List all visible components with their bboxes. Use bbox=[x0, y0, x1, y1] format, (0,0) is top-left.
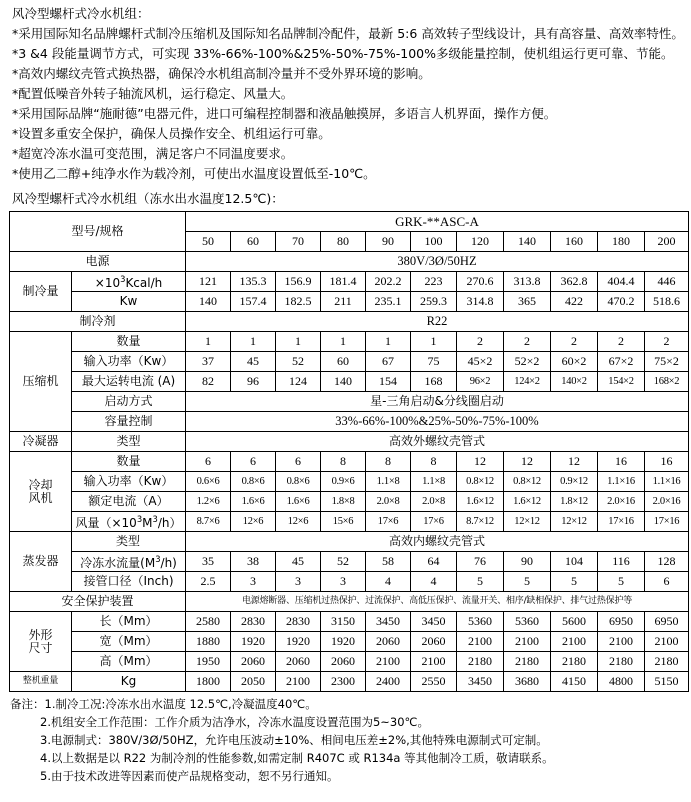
evaporator-label: 蒸发器 bbox=[10, 532, 72, 592]
size-header-cell: 140 bbox=[504, 232, 551, 252]
cooling-kw-cell: 422 bbox=[551, 292, 598, 312]
weight-cell: 3680 bbox=[504, 672, 551, 692]
evaporator-pipe-cell: 4 bbox=[366, 572, 411, 592]
safety-value: 电源熔断器、压缩机过热保护、过流保护、高低压保护、流量开关、相序/缺相保护、排气过热保护等 bbox=[186, 592, 689, 612]
evaporator-type-value: 高效内螺纹壳管式 bbox=[186, 532, 689, 552]
compressor-current-cell: 124 bbox=[276, 372, 321, 392]
dim-width-cell: 2060 bbox=[366, 632, 411, 652]
cooling-kw-cell: 182.5 bbox=[276, 292, 321, 312]
fan-power-cell: 1.1×8 bbox=[366, 472, 411, 492]
dim-height-cell: 2180 bbox=[551, 652, 598, 672]
dim-height-cell: 2180 bbox=[504, 652, 551, 672]
evaporator-pipe-label: 接管口径（Inch) bbox=[72, 572, 186, 592]
fan-airflow-cell: 17×6 bbox=[411, 512, 457, 532]
fan-current-cell: 2.0×16 bbox=[645, 492, 689, 512]
fan-airflow-cell: 12×12 bbox=[551, 512, 598, 532]
evaporator-pipe-cell: 3 bbox=[231, 572, 276, 592]
fan-current-cell: 1.8×8 bbox=[321, 492, 366, 512]
table-row-evaporator-type bbox=[10, 532, 689, 552]
compressor-qty-cell: 1 bbox=[186, 332, 231, 352]
dim-height-cell: 2180 bbox=[645, 652, 689, 672]
compressor-current-cell: 154×2 bbox=[598, 372, 645, 392]
dim-height-cell: 2180 bbox=[457, 652, 504, 672]
size-header-cell: 100 bbox=[411, 232, 457, 252]
size-header-cell: 70 bbox=[276, 232, 321, 252]
evaporator-flow-cell: 58 bbox=[366, 552, 411, 572]
cooling-kw-cell: 470.2 bbox=[598, 292, 645, 312]
dim-length-cell: 3450 bbox=[366, 612, 411, 632]
dim-height-label: 高（Mm） bbox=[72, 652, 186, 672]
compressor-qty-label: 数量 bbox=[72, 332, 186, 352]
fan-current-label: 额定电流（A） bbox=[72, 492, 186, 512]
evaporator-flow-cell: 38 bbox=[231, 552, 276, 572]
fan-power-label: 输入功率（Kw） bbox=[72, 472, 186, 492]
fan-qty-label: 数量 bbox=[72, 452, 186, 472]
notes-prefix: 备注： bbox=[10, 697, 45, 711]
fan-qty-cell: 16 bbox=[598, 452, 645, 472]
compressor-power-cell: 75×2 bbox=[645, 352, 689, 372]
compressor-power-cell: 60×2 bbox=[551, 352, 598, 372]
compressor-power-cell: 37 bbox=[186, 352, 231, 372]
evaporator-type-label: 类型 bbox=[72, 532, 186, 552]
table-row-dim-height bbox=[10, 652, 689, 672]
fan-current-cell: 2.0×8 bbox=[366, 492, 411, 512]
size-header-cell: 80 bbox=[321, 232, 366, 252]
fan-current-cell: 2.0×16 bbox=[598, 492, 645, 512]
cooling-kcal-cell: 362.8 bbox=[551, 272, 598, 292]
fan-airflow-cell: 17×16 bbox=[645, 512, 689, 532]
compressor-current-cell: 140×2 bbox=[551, 372, 598, 392]
fan-airflow-cell: 15×6 bbox=[321, 512, 366, 532]
table-row-cooling-kw bbox=[10, 292, 689, 312]
table-row-dim-length bbox=[10, 612, 689, 632]
evaporator-flow-cell: 76 bbox=[457, 552, 504, 572]
fan-power-cell: 1.1×8 bbox=[411, 472, 457, 492]
compressor-current-cell: 168×2 bbox=[645, 372, 689, 392]
dim-length-cell: 2830 bbox=[231, 612, 276, 632]
cooling-kw-cell: 518.6 bbox=[645, 292, 689, 312]
weight-cell: 3450 bbox=[457, 672, 504, 692]
fan-qty-cell: 12 bbox=[551, 452, 598, 472]
dim-length-cell: 5360 bbox=[457, 612, 504, 632]
fan-airflow-cell: 8.7×6 bbox=[186, 512, 231, 532]
intro-bullet: *使用乙二醇+纯净水作为载冷剂，可使出水温度设置低至-10℃。 bbox=[12, 166, 376, 181]
weight-cell: 2050 bbox=[231, 672, 276, 692]
note-text: 1.制冷工况:冷冻水出水温度 12.5℃,冷凝温度40℃。 bbox=[44, 697, 317, 711]
cooling-kw-cell: 314.8 bbox=[457, 292, 504, 312]
intro-bullet: *采用国际知名品牌螺杆式制冷压缩机及国际知名品牌制冷配件，最新 5:6 高效转子型线设计，具有高容量、高效率特性。 bbox=[12, 26, 684, 41]
dim-height-cell: 2060 bbox=[276, 652, 321, 672]
fan-airflow-cell: 17×6 bbox=[366, 512, 411, 532]
fan-qty-cell: 12 bbox=[504, 452, 551, 472]
compressor-capacity-label: 容量控制 bbox=[72, 412, 186, 432]
compressor-power-cell: 75 bbox=[411, 352, 457, 372]
compressor-qty-cell: 2 bbox=[598, 332, 645, 352]
dim-width-cell: 2100 bbox=[504, 632, 551, 652]
cooling-capacity-label: 制冷量 bbox=[10, 272, 72, 312]
dimensions-label-line2: 尺寸 bbox=[28, 640, 53, 655]
compressor-start-label: 启动方式 bbox=[72, 392, 186, 412]
cooling-kcal-cell: 446 bbox=[645, 272, 689, 292]
dim-height-cell: 1950 bbox=[186, 652, 231, 672]
table-row-fan-power bbox=[10, 472, 689, 492]
compressor-qty-cell: 2 bbox=[645, 332, 689, 352]
power-supply-label: 电源 bbox=[10, 252, 186, 272]
dim-height-cell: 2060 bbox=[321, 652, 366, 672]
cooling-kcal-cell: 223 bbox=[411, 272, 457, 292]
table-row-refrigerant bbox=[10, 312, 689, 332]
dim-length-cell: 6950 bbox=[645, 612, 689, 632]
evaporator-flow-label: 冷冻水流量$(M^3/h)$ bbox=[72, 552, 186, 572]
evaporator-flow-cell: 104 bbox=[551, 552, 598, 572]
note-row: 5.由于技术改进等因素而使产品规格变动，恕不另行通知。 bbox=[40, 769, 339, 783]
refrigerant-label: 制冷剂 bbox=[10, 312, 186, 332]
size-header-cell: 50 bbox=[186, 232, 231, 252]
compressor-power-cell: 67 bbox=[366, 352, 411, 372]
fan-current-cell: 1.8×12 bbox=[551, 492, 598, 512]
specification-table bbox=[9, 211, 689, 692]
note-row: 2.机组安全工作范围：工作介质为洁净水，冷冻水温度设置范围为5~30℃。 bbox=[40, 715, 429, 729]
table-row-power-supply bbox=[10, 252, 689, 272]
table-caption: 风冷型螺杆式冷水机组（冻水出水温度12.5℃)： bbox=[12, 191, 284, 206]
compressor-current-cell: 140 bbox=[321, 372, 366, 392]
compressor-qty-cell: 2 bbox=[504, 332, 551, 352]
fan-power-cell: 0.8×6 bbox=[276, 472, 321, 492]
evaporator-flow-cell: 52 bbox=[321, 552, 366, 572]
compressor-power-cell: 52×2 bbox=[504, 352, 551, 372]
fan-qty-cell: 16 bbox=[645, 452, 689, 472]
intro-bullet: *3 &4 段能量调节方式，可实现 33%-66%-100%&25%-50%-75%-100%多级能量控制，使机组运行更可靠、节能。 bbox=[12, 46, 674, 61]
cooling-kw-cell: 235.1 bbox=[366, 292, 411, 312]
cooling-fan-label-line1: 冷却 bbox=[28, 477, 53, 492]
compressor-qty-cell: 1 bbox=[366, 332, 411, 352]
weight-cell: 1800 bbox=[186, 672, 231, 692]
table-row-fan-qty bbox=[10, 452, 689, 472]
weight-label: 整机重量 bbox=[10, 672, 72, 692]
compressor-current-label: 最大运转电流 (A) bbox=[72, 372, 186, 392]
compressor-current-cell: 82 bbox=[186, 372, 231, 392]
evaporator-flow-cell: 128 bbox=[645, 552, 689, 572]
cooling-kcal-label: $\times 10^3Kcal/h$ bbox=[72, 272, 186, 292]
fan-current-cell: 1.6×12 bbox=[504, 492, 551, 512]
compressor-label: 压缩机 bbox=[10, 332, 72, 432]
dim-width-cell: 1920 bbox=[276, 632, 321, 652]
compressor-power-label: 输入功率（Kw） bbox=[72, 352, 186, 372]
compressor-qty-cell: 1 bbox=[411, 332, 457, 352]
condenser-type-value: 高效外螺纹壳管式 bbox=[186, 432, 689, 452]
fan-airflow-cell: 8.7×12 bbox=[457, 512, 504, 532]
evaporator-pipe-cell: 3 bbox=[276, 572, 321, 592]
compressor-current-cell: 154 bbox=[366, 372, 411, 392]
condenser-label: 冷凝器 bbox=[10, 432, 72, 452]
weight-cell: 2100 bbox=[276, 672, 321, 692]
dim-width-cell: 1880 bbox=[186, 632, 231, 652]
intro-bullet: *超宽冷冻水温可变范围，满足客户不同温度要求。 bbox=[12, 146, 294, 161]
dimensions-label bbox=[10, 612, 72, 672]
evaporator-pipe-cell: 4 bbox=[411, 572, 457, 592]
note-row bbox=[10, 695, 687, 713]
evaporator-pipe-cell: 2.5 bbox=[186, 572, 231, 592]
dimensions-label-line1: 外形 bbox=[28, 627, 53, 642]
dim-length-cell: 5600 bbox=[551, 612, 598, 632]
compressor-current-cell: 168 bbox=[411, 372, 457, 392]
fan-airflow-cell: 12×6 bbox=[276, 512, 321, 532]
table-row-compressor-power bbox=[10, 352, 689, 372]
table-row-safety bbox=[10, 592, 689, 612]
evaporator-flow-cell: 90 bbox=[504, 552, 551, 572]
fan-qty-cell: 8 bbox=[411, 452, 457, 472]
condenser-type-label: 类型 bbox=[72, 432, 186, 452]
weight-cell: 2550 bbox=[411, 672, 457, 692]
fan-power-cell: 0.8×12 bbox=[504, 472, 551, 492]
dim-width-cell: 2100 bbox=[457, 632, 504, 652]
compressor-qty-cell: 1 bbox=[231, 332, 276, 352]
size-header-cell: 160 bbox=[551, 232, 598, 252]
evaporator-flow-cell: 35 bbox=[186, 552, 231, 572]
model-spec-label: 型号/规格 bbox=[10, 212, 186, 252]
cooling-kw-cell: 259.3 bbox=[411, 292, 457, 312]
weight-unit-label: Kg bbox=[72, 672, 186, 692]
dim-length-cell: 3150 bbox=[321, 612, 366, 632]
notes-section bbox=[4, 695, 687, 785]
dim-width-cell: 2100 bbox=[598, 632, 645, 652]
intro-bullet: *设置多重安全保护，确保人员操作安全、机组运行可靠。 bbox=[12, 126, 331, 141]
evaporator-pipe-cell: 5 bbox=[504, 572, 551, 592]
compressor-current-cell: 124×2 bbox=[504, 372, 551, 392]
power-supply-value: 380V/3Ø/50HZ bbox=[186, 252, 689, 272]
fan-power-cell: 0.6×6 bbox=[186, 472, 231, 492]
cooling-fan-label-line2: 风机 bbox=[28, 490, 53, 505]
dim-width-cell: 1920 bbox=[321, 632, 366, 652]
cooling-kw-label: Kw bbox=[72, 292, 186, 312]
cooling-kcal-cell: 156.9 bbox=[276, 272, 321, 292]
cooling-kw-cell: 365 bbox=[504, 292, 551, 312]
table-row-evaporator-pipe bbox=[10, 572, 689, 592]
compressor-qty-cell: 1 bbox=[321, 332, 366, 352]
evaporator-pipe-cell: 5 bbox=[551, 572, 598, 592]
dim-height-cell: 2100 bbox=[411, 652, 457, 672]
intro-title: 风冷型螺杆式冷水机组： bbox=[12, 6, 150, 21]
fan-qty-cell: 8 bbox=[366, 452, 411, 472]
cooling-kcal-cell: 404.4 bbox=[598, 272, 645, 292]
evaporator-pipe-cell: 5 bbox=[598, 572, 645, 592]
fan-current-cell: 1.2×6 bbox=[186, 492, 231, 512]
dim-width-cell: 2060 bbox=[411, 632, 457, 652]
fan-power-cell: 0.8×6 bbox=[231, 472, 276, 492]
fan-power-cell: 0.9×6 bbox=[321, 472, 366, 492]
dim-width-label: 宽（Mm） bbox=[72, 632, 186, 652]
table-row-compressor-capacity bbox=[10, 412, 689, 432]
dim-length-label: 长（Mm） bbox=[72, 612, 186, 632]
compressor-power-cell: 67×2 bbox=[598, 352, 645, 372]
dim-width-cell: 2100 bbox=[551, 632, 598, 652]
table-row-dim-width bbox=[10, 632, 689, 652]
fan-power-cell: 0.8×12 bbox=[457, 472, 504, 492]
weight-cell: 4150 bbox=[551, 672, 598, 692]
weight-cell: 5150 bbox=[645, 672, 689, 692]
fan-power-cell: 0.9×12 bbox=[551, 472, 598, 492]
fan-current-cell: 1.6×6 bbox=[231, 492, 276, 512]
compressor-current-cell: 96 bbox=[231, 372, 276, 392]
dim-length-cell: 2580 bbox=[186, 612, 231, 632]
size-header-cell: 60 bbox=[231, 232, 276, 252]
cooling-kcal-cell: 202.2 bbox=[366, 272, 411, 292]
dim-width-cell: 1920 bbox=[231, 632, 276, 652]
size-header-cell: 180 bbox=[598, 232, 645, 252]
table-row-evaporator-flow bbox=[10, 552, 689, 572]
dim-height-cell: 2180 bbox=[598, 652, 645, 672]
table-row-compressor-qty bbox=[10, 332, 689, 352]
evaporator-pipe-cell: 6 bbox=[645, 572, 689, 592]
safety-label: 安全保护装置 bbox=[10, 592, 186, 612]
compressor-current-cell: 96×2 bbox=[457, 372, 504, 392]
weight-cell: 2400 bbox=[366, 672, 411, 692]
fan-qty-cell: 6 bbox=[186, 452, 231, 472]
fan-power-cell: 1.1×16 bbox=[598, 472, 645, 492]
compressor-power-cell: 45 bbox=[231, 352, 276, 372]
dim-width-cell: 2100 bbox=[645, 632, 689, 652]
weight-cell: 2300 bbox=[321, 672, 366, 692]
cooling-kw-cell: 157.4 bbox=[231, 292, 276, 312]
fan-qty-cell: 8 bbox=[321, 452, 366, 472]
evaporator-flow-cell: 64 bbox=[411, 552, 457, 572]
cooling-fan-label bbox=[10, 452, 72, 532]
dim-height-cell: 2100 bbox=[366, 652, 411, 672]
dim-length-cell: 2830 bbox=[276, 612, 321, 632]
compressor-start-value: 星-三角启动&分线圈启动 bbox=[186, 392, 689, 412]
dim-length-cell: 3450 bbox=[411, 612, 457, 632]
fan-airflow-cell: 12×12 bbox=[504, 512, 551, 532]
evaporator-flow-cell: 116 bbox=[598, 552, 645, 572]
fan-airflow-cell: 12×6 bbox=[231, 512, 276, 532]
compressor-qty-cell: 2 bbox=[551, 332, 598, 352]
evaporator-pipe-cell: 3 bbox=[321, 572, 366, 592]
weight-cell: 4800 bbox=[598, 672, 645, 692]
cooling-kcal-cell: 181.4 bbox=[321, 272, 366, 292]
fan-current-cell: 1.6×12 bbox=[457, 492, 504, 512]
table-row-condenser bbox=[10, 432, 689, 452]
compressor-capacity-value: 33%-66%-100%&25%-50%-75%-100% bbox=[186, 412, 689, 432]
intro-bullet: *采用国际品牌“施耐德”电器元件，进口可编程控制器和液晶触摸屏，多语言人机界面，操作方便。 bbox=[12, 106, 557, 121]
evaporator-pipe-cell: 5 bbox=[457, 572, 504, 592]
table-row-compressor-current bbox=[10, 372, 689, 392]
cooling-kcal-cell: 121 bbox=[186, 272, 231, 292]
compressor-qty-cell: 2 bbox=[457, 332, 504, 352]
table-row-cooling-kcal bbox=[10, 272, 689, 292]
size-header-cell: 200 bbox=[645, 232, 689, 252]
compressor-qty-cell: 1 bbox=[276, 332, 321, 352]
cooling-kcal-cell: 270.6 bbox=[457, 272, 504, 292]
intro-bullet: *配置低噪音外转子轴流风机，运行稳定、风量大。 bbox=[12, 86, 294, 101]
fan-current-cell: 2.0×8 bbox=[411, 492, 457, 512]
table-row-compressor-start bbox=[10, 392, 689, 412]
fan-qty-cell: 6 bbox=[231, 452, 276, 472]
note-row: 3.电源制式：380V/3Ø/50HZ，允许电压波动±10%、相间电压差±2%,其他特殊电源制式可定制。 bbox=[40, 733, 548, 747]
cooling-kcal-cell: 135.3 bbox=[231, 272, 276, 292]
fan-qty-cell: 12 bbox=[457, 452, 504, 472]
dim-length-cell: 6950 bbox=[598, 612, 645, 632]
refrigerant-value: R22 bbox=[186, 312, 689, 332]
table-row-weight bbox=[10, 672, 689, 692]
compressor-power-cell: 60 bbox=[321, 352, 366, 372]
cooling-kcal-cell: 313.8 bbox=[504, 272, 551, 292]
evaporator-flow-cell: 45 bbox=[276, 552, 321, 572]
cooling-kw-cell: 211 bbox=[321, 292, 366, 312]
table-row-fan-current bbox=[10, 492, 689, 512]
compressor-power-cell: 45×2 bbox=[457, 352, 504, 372]
fan-power-cell: 1.1×16 bbox=[645, 472, 689, 492]
fan-airflow-cell: 17×16 bbox=[598, 512, 645, 532]
model-series-value: GRK-**ASC-A bbox=[186, 212, 689, 232]
fan-airflow-label: 风量$(\times 10^3M^3/h)$ bbox=[72, 512, 186, 532]
compressor-power-cell: 52 bbox=[276, 352, 321, 372]
intro-bullet: *高效内螺纹壳管式换热器，确保冷水机组高制冷量并不受外界环境的影响。 bbox=[12, 66, 431, 81]
note-row: 4.以上数据是以 R22 为制冷剂的性能参数,如需定制 R407C 或 R134a 等其他制冷工质，敬请联系。 bbox=[40, 751, 554, 765]
fan-qty-cell: 6 bbox=[276, 452, 321, 472]
table-row-model-series bbox=[10, 212, 689, 232]
table-row-fan-airflow bbox=[10, 512, 689, 532]
fan-current-cell: 1.6×6 bbox=[276, 492, 321, 512]
dim-height-cell: 2060 bbox=[231, 652, 276, 672]
size-header-cell: 120 bbox=[457, 232, 504, 252]
intro-section bbox=[4, 4, 687, 184]
size-header-cell: 90 bbox=[366, 232, 411, 252]
dim-length-cell: 5360 bbox=[504, 612, 551, 632]
cooling-kw-cell: 140 bbox=[186, 292, 231, 312]
